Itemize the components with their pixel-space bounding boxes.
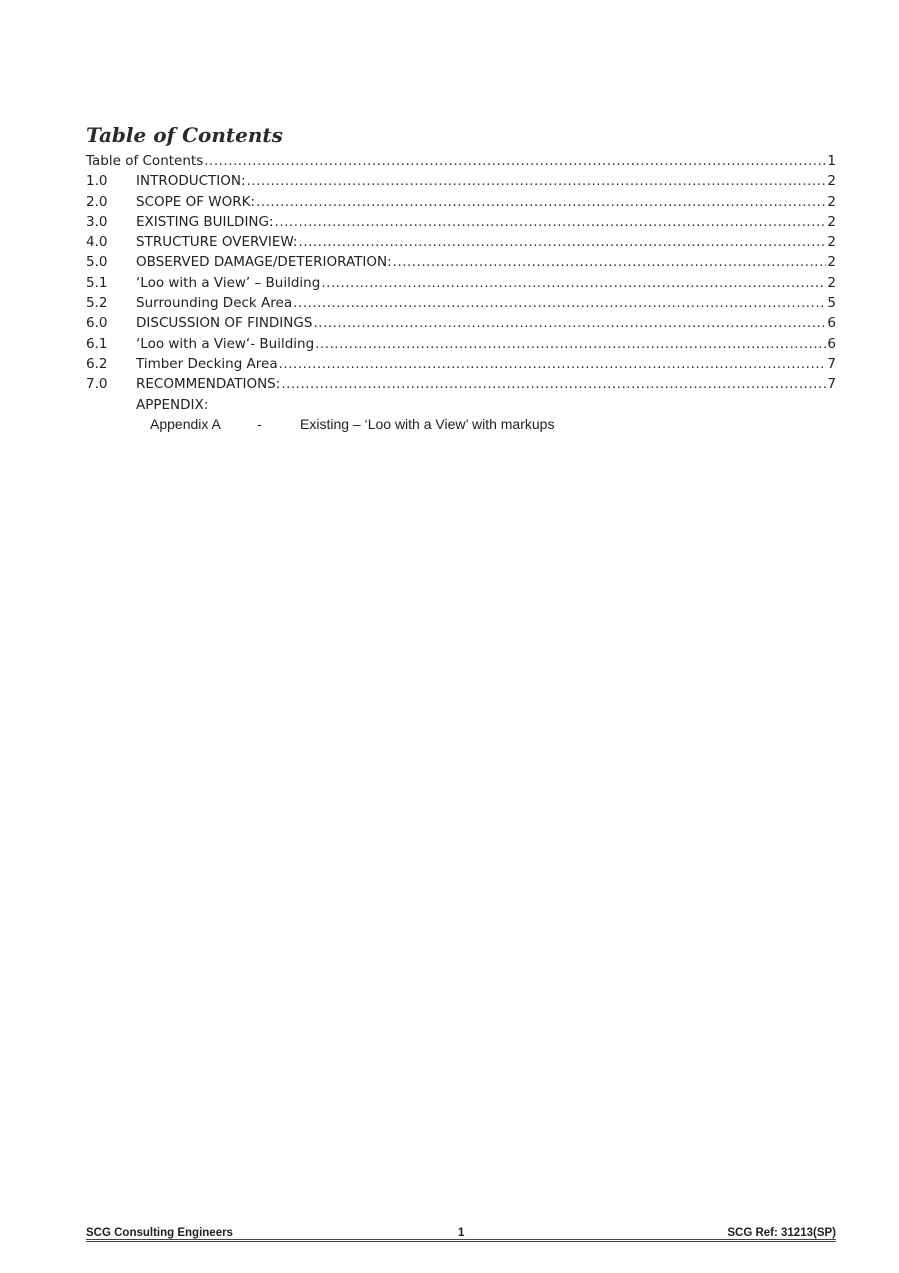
- toc-entry-page: 2: [827, 234, 836, 251]
- toc-entry-number: 6.1: [86, 335, 108, 352]
- footer-rule: [86, 1241, 836, 1242]
- toc-entry-title: ‘Loo with a View‘- Building: [136, 335, 315, 352]
- toc-entry-page: 6: [827, 335, 836, 352]
- toc-entry-title: Table of Contents: [86, 153, 204, 169]
- toc-dot-leader: [247, 171, 827, 191]
- toc-entry-page: 2: [827, 213, 836, 230]
- appendix-heading: APPENDIX:: [136, 397, 209, 413]
- toc-entry[interactable]: [86, 252, 836, 272]
- toc-entry[interactable]: [86, 354, 836, 374]
- toc-entry[interactable]: [86, 232, 836, 252]
- footer-company: SCG Consulting Engineers: [86, 1227, 233, 1239]
- toc-entry-number: 1.0: [86, 173, 108, 190]
- toc-entry-number: 7.0: [86, 376, 108, 393]
- toc-entry[interactable]: [86, 334, 836, 354]
- appendix-separator: -: [257, 416, 262, 432]
- toc-entry[interactable]: [86, 293, 836, 313]
- toc-entry-title: STRUCTURE OVERVIEW:: [136, 234, 298, 251]
- toc-entry-title: Timber Decking Area: [136, 355, 278, 372]
- toc-entry[interactable]: [86, 313, 836, 333]
- footer-reference: SCG Ref: 31213(SP): [727, 1227, 836, 1239]
- toc-entry-number: 5.1: [86, 274, 108, 291]
- toc-dot-leader: [393, 252, 827, 272]
- toc-dot-leader: [275, 212, 827, 232]
- toc-entry-page: 7: [827, 376, 836, 393]
- page-title: Table of Contents: [86, 123, 283, 147]
- toc-entry-number: 2.0: [86, 193, 108, 210]
- toc-entry-title: RECOMMENDATIONS:: [136, 376, 281, 393]
- toc-dot-leader: [321, 273, 826, 293]
- toc-entry[interactable]: [86, 171, 836, 191]
- appendix-description: Existing – ‘Loo with a View’ with markups: [300, 416, 555, 432]
- toc-entry-title: INTRODUCTION:: [136, 173, 246, 190]
- toc-dot-leader: [256, 192, 826, 212]
- toc-dot-leader: [279, 354, 827, 374]
- toc-entry-page: 7: [827, 355, 836, 372]
- toc-entry-title: OBSERVED DAMAGE/DETERIORATION:: [136, 254, 392, 271]
- toc-entry-title: DISCUSSION OF FINDINGS: [136, 315, 313, 332]
- toc-entry[interactable]: [86, 151, 836, 171]
- toc-entry-number: 5.0: [86, 254, 108, 271]
- toc-entry-title: Surrounding Deck Area: [136, 295, 293, 312]
- toc-entry-page: 1: [827, 153, 836, 169]
- toc-entry-page: 2: [827, 193, 836, 210]
- toc-dot-leader: [315, 334, 826, 354]
- table-of-contents: [86, 151, 836, 395]
- toc-entry-title: EXISTING BUILDING:: [136, 213, 274, 230]
- toc-entry-page: 6: [827, 315, 836, 332]
- toc-entry-page: 2: [827, 173, 836, 190]
- toc-dot-leader: [204, 151, 826, 171]
- footer-rule: [86, 1239, 836, 1240]
- toc-entry[interactable]: [86, 273, 836, 293]
- toc-entry-page: 2: [827, 254, 836, 271]
- page-footer: [86, 1226, 836, 1242]
- toc-dot-leader: [281, 374, 826, 394]
- toc-entry-title: ‘Loo with a View’ – Building: [136, 274, 321, 291]
- toc-entry-number: 6.2: [86, 355, 108, 372]
- toc-entry-number: 5.2: [86, 295, 108, 312]
- toc-entry-number: 6.0: [86, 315, 108, 332]
- toc-entry-title: SCOPE OF WORK:: [136, 193, 256, 210]
- toc-entry-number: 3.0: [86, 213, 108, 230]
- toc-entry[interactable]: [86, 212, 836, 232]
- toc-dot-leader: [293, 293, 826, 313]
- toc-dot-leader: [313, 313, 826, 333]
- toc-entry[interactable]: [86, 374, 836, 394]
- toc-entry-number: 4.0: [86, 234, 108, 251]
- toc-entry-page: 2: [827, 274, 836, 291]
- appendix-label: Appendix A: [150, 416, 221, 432]
- toc-entry[interactable]: [86, 192, 836, 212]
- toc-entry-page: 5: [827, 295, 836, 312]
- footer-page-number: 1: [458, 1227, 465, 1239]
- toc-dot-leader: [298, 232, 826, 252]
